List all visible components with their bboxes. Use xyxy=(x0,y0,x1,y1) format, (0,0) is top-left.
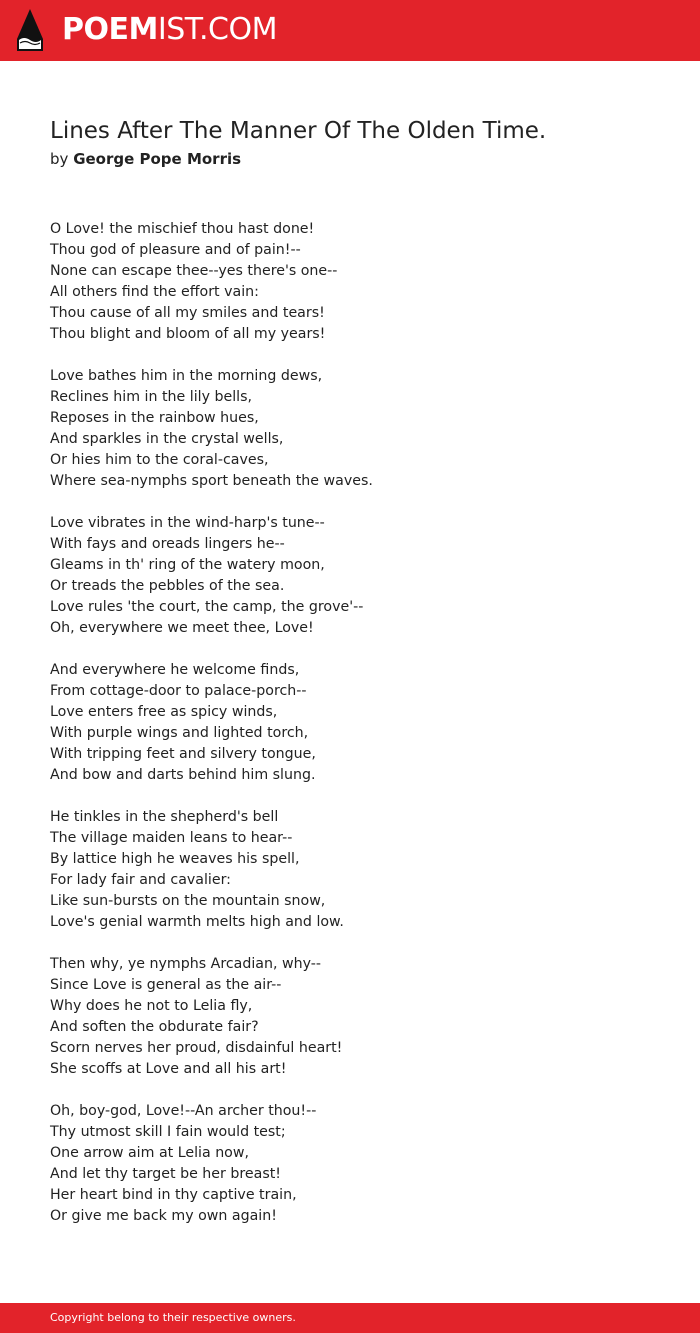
poem-line: Thou god of pleasure and of pain!-- xyxy=(50,242,301,258)
poem-line: By lattice high he weaves his spell, xyxy=(50,851,300,867)
poem-line: Or treads the pebbles of the sea. xyxy=(50,578,285,594)
copyright-notice: Copyright belong to their respective owners. xyxy=(50,1311,296,1324)
poem-line: Scorn nerves her proud, disdainful heart! xyxy=(50,1040,343,1056)
poem-line: Oh, boy-god, Love!--An archer thou!-- xyxy=(50,1103,317,1119)
poem-line: Love's genial warmth melts high and low. xyxy=(50,914,344,930)
poem-line: And let thy target be her breast! xyxy=(50,1166,281,1182)
poem-byline xyxy=(50,149,670,169)
poem-line: Or hies him to the coral-caves, xyxy=(50,452,269,468)
poem-line: She scoffs at Love and all his art! xyxy=(50,1061,287,1077)
pencil-tip-icon[interactable] xyxy=(17,9,43,51)
poem-line: With purple wings and lighted torch, xyxy=(50,725,309,741)
poem-line: Love vibrates in the wind-harp's tune-- xyxy=(50,515,325,531)
poem-line: Reposes in the rainbow hues, xyxy=(50,410,259,426)
poem-line: The village maiden leans to hear-- xyxy=(50,830,293,846)
poem-line: With tripping feet and silvery tongue, xyxy=(50,746,316,762)
poem-line: Or give me back my own again! xyxy=(50,1208,277,1224)
poem-line: Her heart bind in thy captive train, xyxy=(50,1187,297,1203)
site-header xyxy=(0,0,700,61)
poem-line: Thou blight and bloom of all my years! xyxy=(50,326,326,342)
poem-line: Reclines him in the lily bells, xyxy=(50,389,253,405)
poem-line: For lady fair and cavalier: xyxy=(50,872,231,888)
poem-line: Thy utmost skill I fain would test; xyxy=(50,1124,286,1140)
poem-author: George Pope Morris xyxy=(73,150,242,168)
poem-stanza xyxy=(50,807,670,933)
poem-line: One arrow aim at Lelia now, xyxy=(50,1145,249,1161)
poem-line: Gleams in th' ring of the watery moon, xyxy=(50,557,325,573)
poem-line: With fays and oreads lingers he-- xyxy=(50,536,285,552)
poem-line: All others find the effort vain: xyxy=(50,284,259,300)
poem-line: O Love! the mischief thou hast done! xyxy=(50,221,315,237)
poem-line: Why does he not to Lelia fly, xyxy=(50,998,253,1014)
poem-line: Since Love is general as the air-- xyxy=(50,977,282,993)
site-footer xyxy=(0,1303,700,1333)
poem-line: Love bathes him in the morning dews, xyxy=(50,368,323,384)
poem-line: From cottage-door to palace-porch-- xyxy=(50,683,307,699)
poem-line: Thou cause of all my smiles and tears! xyxy=(50,305,325,321)
poem-line: Like sun-bursts on the mountain snow, xyxy=(50,893,326,909)
site-logo[interactable] xyxy=(62,12,277,48)
poem-line: Love rules 'the court, the camp, the grove'-- xyxy=(50,599,364,615)
poem-line: None can escape thee--yes there's one-- xyxy=(50,263,338,279)
poem-line: And everywhere he welcome finds, xyxy=(50,662,300,678)
poem-stanza xyxy=(50,366,670,492)
poem-line: Love enters free as spicy winds, xyxy=(50,704,278,720)
poem-stanza xyxy=(50,660,670,786)
poem-line: And soften the obdurate fair? xyxy=(50,1019,259,1035)
poem-title: Lines After The Manner Of The Olden Time. xyxy=(50,118,547,144)
poem-line: And sparkles in the crystal wells, xyxy=(50,431,284,447)
poem-stanza xyxy=(50,1101,670,1227)
poem-stanza xyxy=(50,954,670,1080)
logo-text-bold: POEM xyxy=(62,12,158,47)
poem-line: And bow and darts behind him slung. xyxy=(50,767,316,783)
poem-line: Then why, ye nymphs Arcadian, why-- xyxy=(50,956,321,972)
by-label: by xyxy=(50,150,69,168)
poem-line: Where sea-nymphs sport beneath the waves. xyxy=(50,473,373,489)
poem-stanza xyxy=(50,513,670,639)
poem-stanza xyxy=(50,219,670,345)
logo-text-light: IST.COM xyxy=(157,12,277,47)
poem-line: He tinkles in the shepherd's bell xyxy=(50,809,279,825)
poem-body xyxy=(50,219,670,1248)
poem-line: Oh, everywhere we meet thee, Love! xyxy=(50,620,314,636)
